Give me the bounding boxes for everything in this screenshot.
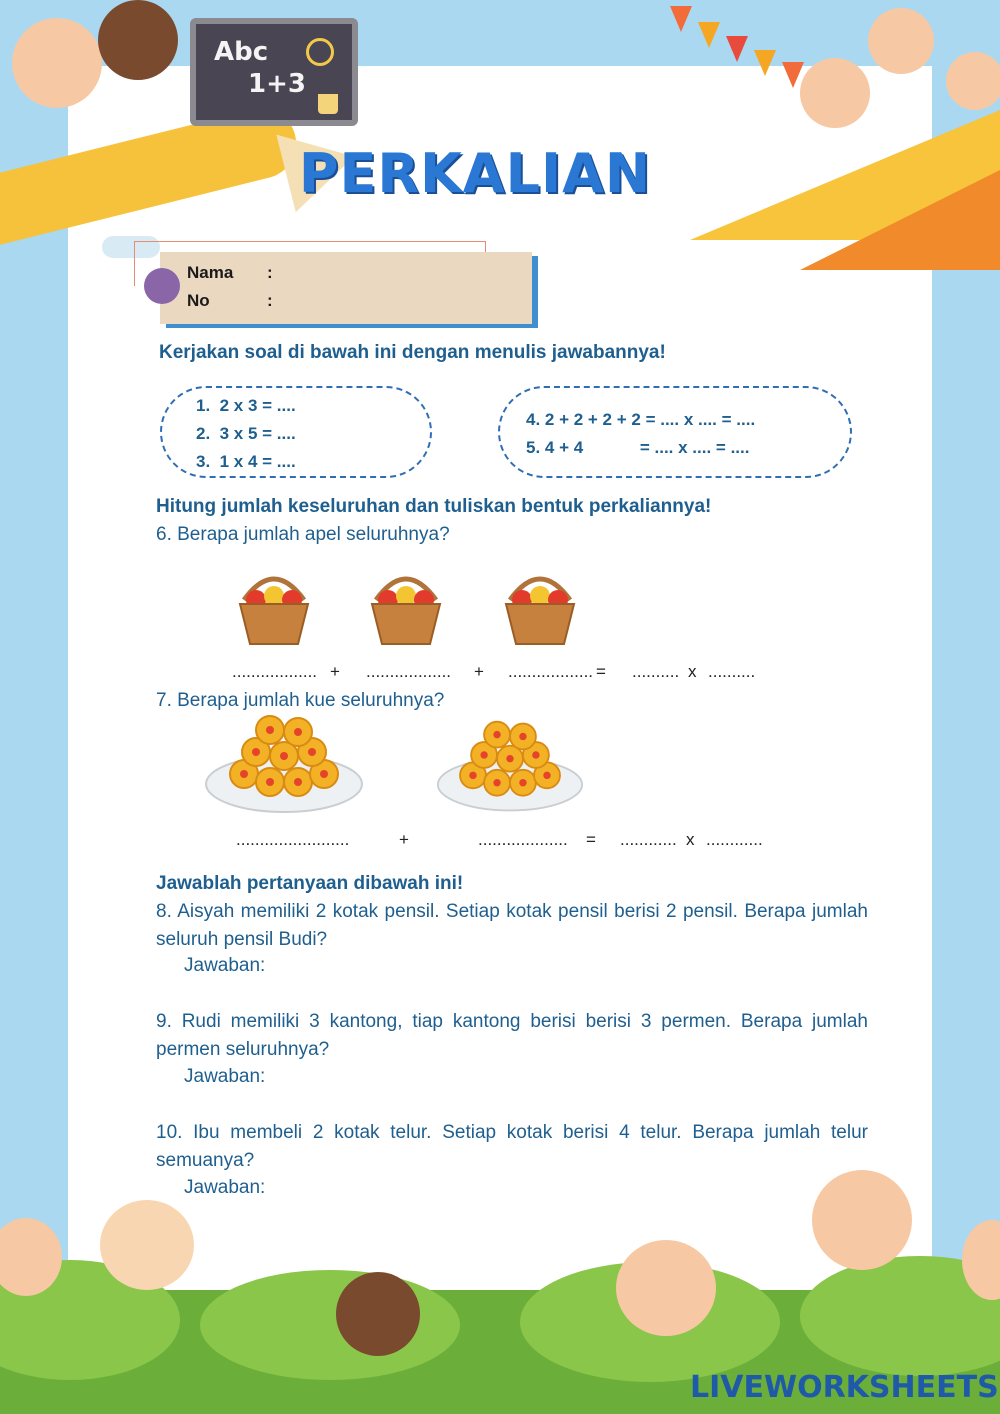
- instruction-section-1: Kerjakan soal di bawah ini dengan menulis jawabannya!: [159, 342, 666, 363]
- kid-illustration-left-2: [98, 0, 178, 80]
- bunting-flags-illustration: [670, 0, 820, 90]
- kid-illustration-bottom-2: [100, 1200, 194, 1290]
- question-6: 6. Berapa jumlah apel seluruhnya?: [156, 524, 450, 545]
- question-8: 8. Aisyah memiliki 2 kotak pensil. Setiap kotak pensil berisi 2 pensil. Berapa jumlah seluruh pensil Budi?: [156, 901, 868, 950]
- q7-times: x: [686, 830, 695, 849]
- apple-basket-icon: [366, 564, 446, 646]
- liveworksheets-logo: LIVEWORKSHEETS: [690, 1370, 999, 1405]
- blackboard-text-line2: 1+3: [248, 69, 306, 99]
- kid-illustration-right-3: [946, 52, 1000, 110]
- q7-equals: =: [586, 830, 596, 849]
- question-1: 1. 2 x 3 = ....: [196, 396, 296, 415]
- question-5: 5. 4 + 4 = .... x .... = ....: [526, 438, 750, 457]
- q6-blank-3[interactable]: ..................: [508, 662, 594, 681]
- kid-illustration-bottom-3: [336, 1272, 420, 1356]
- question-7: 7. Berapa jumlah kue seluruhnya?: [156, 690, 445, 711]
- bush-illustration: [200, 1270, 460, 1380]
- q6-equals: =: [596, 662, 606, 681]
- sun-icon: [306, 38, 334, 66]
- blackboard-illustration: [190, 18, 358, 126]
- kid-illustration-left-1: [12, 18, 102, 108]
- number-colon: :: [267, 291, 273, 310]
- answer-label-q9: Jawaban:: [184, 1066, 266, 1087]
- chalk-cup-icon: [318, 94, 338, 114]
- q7-blank-1[interactable]: ........................: [236, 830, 350, 849]
- question-9: 9. Rudi memiliki 3 kantong, tiap kantong berisi berisi 3 permen. Berapa jumlah permen seluruhnya?: [156, 1011, 868, 1060]
- q6-blank-5[interactable]: ..........: [708, 662, 756, 681]
- question-bubble-right: [498, 386, 852, 478]
- answer-label-q10: Jawaban:: [184, 1177, 266, 1198]
- q6-plus-2: +: [474, 662, 484, 681]
- q6-blank-2[interactable]: ..................: [366, 662, 452, 681]
- kid-illustration-bottom-4: [616, 1240, 716, 1336]
- decorative-dot-icon: [144, 268, 180, 304]
- q7-blank-3[interactable]: ............: [620, 830, 677, 849]
- apple-basket-icon: [234, 564, 314, 646]
- cookie-plate-icon: [436, 714, 584, 820]
- page-title: PERKALIAN: [298, 142, 652, 205]
- question-2: 2. 3 x 5 = ....: [196, 424, 296, 443]
- question-10: 10. Ibu membeli 2 kotak telur. Setiap kotak berisi 4 telur. Berapa jumlah telur semuanya?: [156, 1122, 868, 1171]
- apple-basket-icon: [500, 564, 580, 646]
- q6-plus-1: +: [330, 662, 340, 681]
- name-label: Nama: [187, 263, 234, 282]
- q6-blank-4[interactable]: ..........: [632, 662, 680, 681]
- answer-label-q8: Jawaban:: [184, 955, 266, 976]
- q7-blank-2[interactable]: ...................: [478, 830, 568, 849]
- kid-illustration-bottom-5: [812, 1170, 912, 1270]
- q7-plus: +: [399, 830, 409, 849]
- q6-times: x: [688, 662, 697, 681]
- name-colon: :: [267, 263, 273, 282]
- q6-blank-1[interactable]: ..................: [232, 662, 318, 681]
- instruction-section-2: Hitung jumlah keseluruhan dan tuliskan bentuk perkaliannya!: [156, 496, 712, 517]
- number-label: No: [187, 291, 210, 310]
- q7-blank-4[interactable]: ............: [706, 830, 763, 849]
- question-4: 4. 2 + 2 + 2 + 2 = .... x .... = ....: [526, 410, 756, 429]
- blackboard-text-line1: Abc: [214, 37, 269, 67]
- kid-illustration-right-2: [868, 8, 934, 74]
- question-3: 3. 1 x 4 = ....: [196, 452, 296, 471]
- kid-illustration-right-1: [800, 58, 870, 128]
- instruction-section-3: Jawablah pertanyaan dibawah ini!: [156, 873, 464, 894]
- cookie-plate-icon: [204, 712, 364, 818]
